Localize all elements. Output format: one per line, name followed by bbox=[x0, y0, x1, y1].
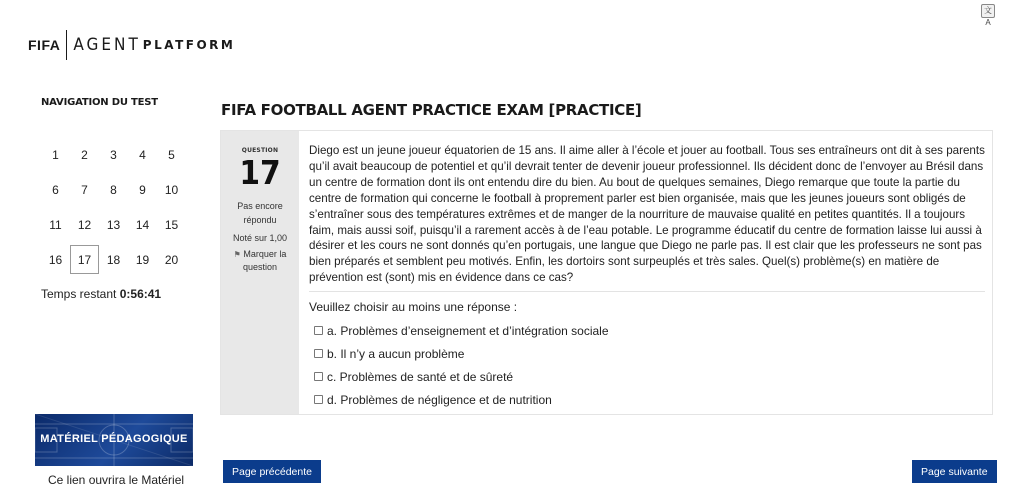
question-box bbox=[220, 130, 993, 415]
nav-question-17[interactable]: 17 bbox=[70, 245, 99, 274]
nav-question-20[interactable]: 20 bbox=[164, 252, 179, 267]
nav-question-8[interactable]: 8 bbox=[110, 182, 117, 197]
nav-question-16[interactable]: 16 bbox=[48, 252, 63, 267]
nav-question-3[interactable]: 3 bbox=[110, 147, 117, 162]
previous-page-button[interactable]: Page précédente bbox=[223, 460, 321, 483]
nav-question-10[interactable]: 10 bbox=[164, 182, 179, 197]
nav-question-19[interactable]: 19 bbox=[135, 252, 150, 267]
nav-question-15[interactable]: 15 bbox=[164, 217, 179, 232]
flag-question-button[interactable] bbox=[221, 248, 299, 274]
answer-prompt: Veuillez choisir au moins une réponse : bbox=[309, 300, 518, 315]
test-navigation-title: NAVIGATION DU TEST bbox=[41, 97, 158, 108]
logo-agent-text: AGENT bbox=[73, 35, 141, 55]
time-remaining-value: 0:56:41 bbox=[119, 287, 162, 301]
nav-question-9[interactable]: 9 bbox=[139, 182, 146, 197]
answer-checkbox[interactable] bbox=[314, 326, 323, 335]
logo-fifa-text: FIFA bbox=[28, 37, 61, 53]
question-label: QUESTION bbox=[241, 147, 279, 154]
answer-option-a[interactable] bbox=[309, 319, 985, 342]
flag-question-label: Marquer la question bbox=[242, 249, 287, 272]
exam-title: FIFA FOOTBALL AGENT PRACTICE EXAM [PRACTICE] bbox=[221, 101, 642, 119]
answer-checkbox[interactable] bbox=[314, 372, 323, 381]
flag-icon: ⚑ bbox=[233, 250, 241, 259]
next-page-button[interactable]: Page suivante bbox=[912, 460, 997, 483]
answer-option-d[interactable] bbox=[309, 388, 985, 411]
question-divider bbox=[309, 291, 985, 292]
logo-divider bbox=[66, 30, 67, 60]
nav-question-12[interactable]: 12 bbox=[77, 217, 92, 232]
question-state: Pas encore répondu bbox=[237, 201, 283, 225]
teaching-material-caption: Ce lien ouvrira le Matériel bbox=[48, 473, 185, 487]
logo-platform-text: PLATFORM bbox=[142, 38, 236, 52]
translate-icon[interactable]: 文A bbox=[981, 4, 995, 18]
fifa-agent-platform-logo bbox=[28, 30, 235, 60]
answer-text: b. Il n’y a aucun problème bbox=[327, 346, 465, 361]
nav-question-18[interactable]: 18 bbox=[106, 252, 121, 267]
time-remaining bbox=[41, 287, 161, 301]
question-content bbox=[309, 143, 985, 411]
nav-question-14[interactable]: 14 bbox=[135, 217, 150, 232]
question-text: Diego est un jeune joueur équatorien de 15 ans. Il aime aller à l’école et jouer au football. Tous ses entraîneurs ont dit à ses parents qu’il avait beaucoup de potentiel et qu’il devrait tenter de devenir joueur professionnel. Ils décident donc de l’envoyer au Brésil dans un centre de formation dont ils ont entendu dire du bien. Au bout de quelques semaines, Diego remarque que toute la partie du centre de formation qui concerne le football à proprement parler est bien organisée, mais que les jeunes joueurs sont obligés de s’entraîner sous des températures extrêmes et de manger de la nourriture de mauvaise qualité en petites quantités. Il a toujours faim, mais aussi soif, puisqu’il a rarement accès à de l’eau potable. Le programme éducatif du centre de formation laisse lui aussi à désirer et les cours ne sont donnés qu’en portugais, une langue que Diego ne parle pas. Il est clair que les professeurs ne sont pas bien préparés et semblent peu motivés. Enfin, les dortoirs sont surpeuplés et très sales. Quel(s) problème(s) en matière de prévention est (sont) mis en évidence dans ce cas? bbox=[309, 144, 985, 285]
answer-checkbox[interactable] bbox=[314, 349, 323, 358]
answer-list bbox=[309, 319, 985, 411]
nav-question-11[interactable]: 11 bbox=[49, 217, 62, 232]
answer-option-c[interactable] bbox=[309, 365, 985, 388]
nav-question-2[interactable]: 2 bbox=[81, 147, 88, 162]
nav-question-6[interactable]: 6 bbox=[52, 182, 59, 197]
nav-question-13[interactable]: 13 bbox=[106, 217, 121, 232]
test-navigation-grid bbox=[41, 140, 186, 280]
answer-checkbox[interactable] bbox=[314, 395, 323, 404]
nav-question-7[interactable]: 7 bbox=[81, 182, 88, 197]
question-info-panel bbox=[221, 131, 299, 414]
answer-text: d. Problèmes de négligence et de nutrition bbox=[327, 392, 552, 407]
question-number: 17 bbox=[239, 153, 281, 192]
time-remaining-label: Temps restant bbox=[41, 287, 117, 301]
teaching-material-label: MATÉRIEL PÉDAGOGIQUE bbox=[40, 433, 188, 445]
nav-question-5[interactable]: 5 bbox=[168, 147, 175, 162]
question-grade: Noté sur 1,00 bbox=[232, 233, 288, 243]
teaching-material-link[interactable] bbox=[35, 414, 193, 466]
answer-option-b[interactable] bbox=[309, 342, 985, 365]
answer-text: c. Problèmes de santé et de sûreté bbox=[327, 369, 514, 384]
answer-text: a. Problèmes d’enseignement et d’intégration sociale bbox=[327, 323, 609, 338]
nav-question-4[interactable]: 4 bbox=[139, 147, 146, 162]
nav-question-1[interactable]: 1 bbox=[52, 147, 59, 162]
